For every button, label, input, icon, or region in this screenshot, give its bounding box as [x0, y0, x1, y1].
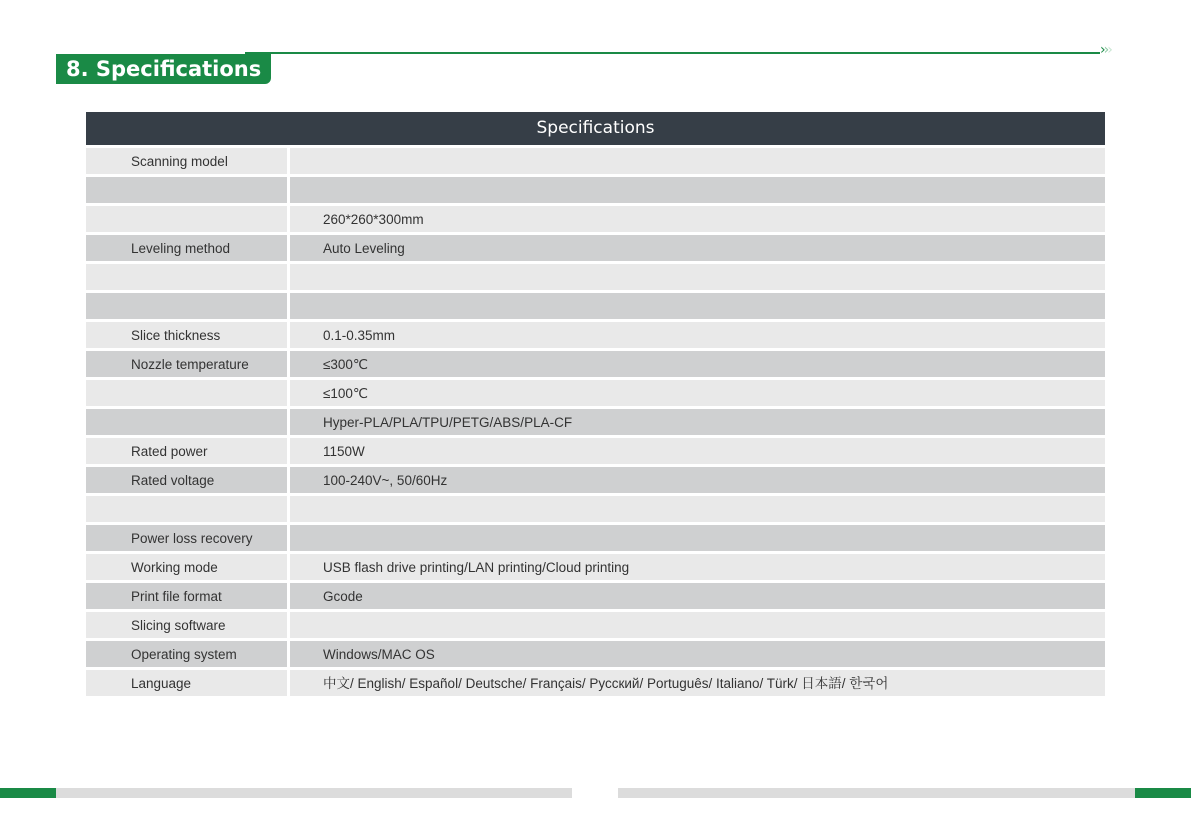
spec-label: Slice thickness	[86, 322, 287, 348]
spec-label: Scanning model	[86, 148, 287, 174]
chevron-right-icon-3: ›	[1107, 42, 1111, 58]
title-divider-line	[245, 52, 1100, 54]
table-row	[86, 438, 1105, 464]
spec-label	[86, 409, 287, 435]
spec-value: 0.1-0.35mm	[290, 322, 1105, 348]
spec-value: ≤100℃	[290, 380, 1105, 406]
spec-value: 100-240V~, 50/60Hz	[290, 467, 1105, 493]
spec-value	[290, 496, 1105, 522]
footer-bar-right	[618, 788, 1135, 798]
spec-value: Auto Leveling	[290, 235, 1105, 261]
table-header: Specifications	[86, 112, 1105, 145]
spec-value	[290, 293, 1105, 319]
spec-label	[86, 496, 287, 522]
chevron-right-icon-1: ›	[1100, 42, 1104, 58]
footer-accent-right	[1135, 788, 1191, 798]
table-row	[86, 525, 1105, 551]
spec-value	[290, 177, 1105, 203]
table-row	[86, 380, 1105, 406]
spec-label: Operating system	[86, 641, 287, 667]
spec-value: Windows/MAC OS	[290, 641, 1105, 667]
spec-value: Hyper-PLA/PLA/TPU/PETG/ABS/PLA-CF	[290, 409, 1105, 435]
footer-bar-left	[56, 788, 572, 798]
spec-label: Working mode	[86, 554, 287, 580]
table-row	[86, 612, 1105, 638]
section-title: 8. Specifications	[56, 54, 271, 84]
spec-value	[290, 612, 1105, 638]
spec-label: Rated voltage	[86, 467, 287, 493]
spec-value: Gcode	[290, 583, 1105, 609]
table-row	[86, 409, 1105, 435]
spec-label	[86, 206, 287, 232]
table-row	[86, 177, 1105, 203]
spec-label	[86, 380, 287, 406]
spec-label: Language	[86, 670, 287, 696]
spec-value: 中文/ English/ Español/ Deutsche/ Français/ Русский/ Português/ Italiano/ Türk/ 日本語/ 한국어	[290, 670, 1105, 696]
table-row	[86, 235, 1105, 261]
spec-value	[290, 264, 1105, 290]
spec-label	[86, 177, 287, 203]
footer-accent-left	[0, 788, 56, 798]
table-row	[86, 496, 1105, 522]
spec-label	[86, 293, 287, 319]
spec-value: ≤300℃	[290, 351, 1105, 377]
table-row	[86, 641, 1105, 667]
chevron-right-icon-2: ›	[1103, 42, 1108, 58]
spec-label	[86, 264, 287, 290]
chevron-right-icon	[1100, 42, 1111, 58]
specifications-table	[86, 112, 1105, 696]
table-row	[86, 670, 1105, 696]
spec-label: Nozzle temperature	[86, 351, 287, 377]
table-row	[86, 351, 1105, 377]
spec-value	[290, 525, 1105, 551]
table-row	[86, 583, 1105, 609]
spec-label: Rated power	[86, 438, 287, 464]
spec-value	[290, 148, 1105, 174]
spec-value: 260*260*300mm	[290, 206, 1105, 232]
table-row	[86, 554, 1105, 580]
spec-label: Power loss recovery	[86, 525, 287, 551]
table-row	[86, 206, 1105, 232]
spec-value: 1150W	[290, 438, 1105, 464]
table-row	[86, 264, 1105, 290]
table-row	[86, 467, 1105, 493]
table-row	[86, 322, 1105, 348]
table-row	[86, 148, 1105, 174]
spec-label: Slicing software	[86, 612, 287, 638]
spec-value: USB flash drive printing/LAN printing/Cloud printing	[290, 554, 1105, 580]
spec-label: Print file format	[86, 583, 287, 609]
spec-label: Leveling method	[86, 235, 287, 261]
table-row	[86, 293, 1105, 319]
